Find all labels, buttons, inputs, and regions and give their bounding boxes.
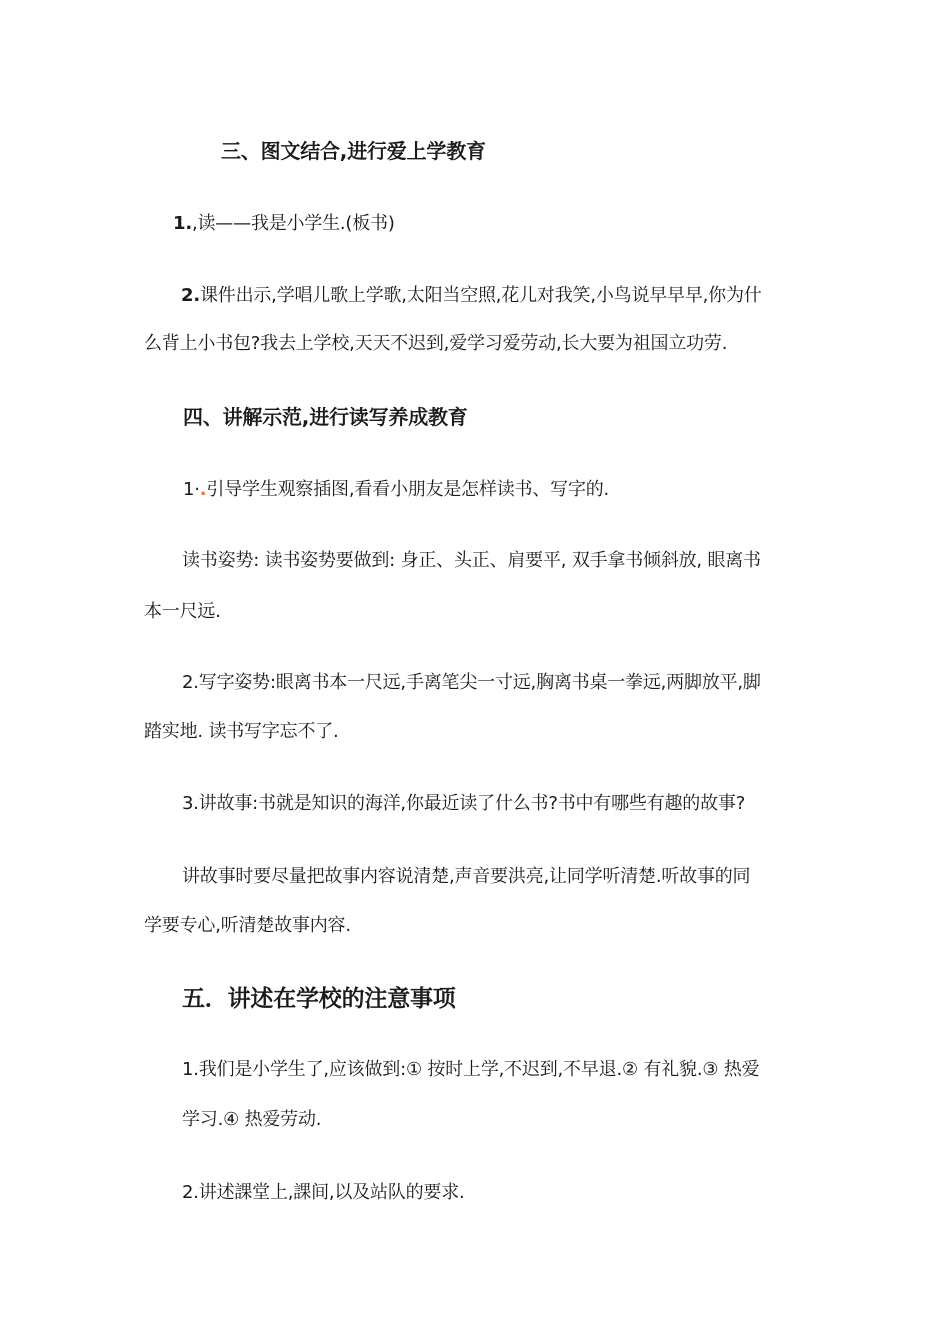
section-3-item-2-line-1 — [181, 284, 762, 308]
item-number: 2. — [181, 285, 200, 306]
item-text: 引导学生观察插图,看看小朋友是怎样读书、写字的. — [206, 479, 610, 500]
section-5-item-1-line-2: 学习.④ 热爱劳动. — [182, 1109, 322, 1130]
writing-posture-line-2: 踏实地. 读书写字忘不了. — [144, 721, 339, 742]
writing-posture-line-1: 2.写字姿势:眼离书本一尺远,手离笔尖一寸远,胸离书桌一拳远,两脚放平,脚 — [182, 672, 761, 693]
item-number: 1. — [173, 213, 192, 234]
section-3-item-2-line-2: 么背上小书包?我去上学校,天天不迟到,爱学习爱劳动,长大要为祖国立功劳. — [144, 333, 728, 354]
storytelling-line-2: 学要专心,听清楚故事内容. — [144, 915, 351, 936]
section-3-heading: 三、图文结合,进行爱上学教育 — [221, 139, 486, 163]
section-5-heading: 五．讲述在学校的注意事项 — [182, 986, 456, 1012]
section-3-item-1 — [173, 212, 395, 236]
section-5-item-2: 2.讲述課堂上,課间,以及站队的要求. — [182, 1182, 465, 1203]
item-text: ,读——我是小学生.(板书) — [191, 213, 395, 234]
item-text: 课件出示,学唱儿歌上学歌,太阳当空照,花儿对我笑,小鸟说早早早,你为什 — [199, 285, 762, 306]
reading-posture-line-1: 读书姿势: 读书姿势要做到: 身正、头正、肩要平, 双手拿书倾斜放, 眼离书 — [182, 550, 761, 571]
section-4-heading: 四、讲解示范,进行读写养成教育 — [183, 405, 468, 429]
section-4-item-3: 3.讲故事:书就是知识的海洋,你最近读了什么书?书中有哪些有趣的故事? — [182, 793, 746, 814]
edit-mark: . — [199, 479, 207, 500]
reading-posture-line-2: 本一尺远. — [144, 601, 221, 622]
section-5-item-1-line-1: 1.我们是小学生了,应该做到:① 按时上学,不迟到,不早退.② 有礼貌.③ 热爱 — [182, 1059, 760, 1080]
storytelling-line-1: 讲故事时要尽量把故事内容说清楚,声音要洪亮,让同学听清楚.听故事的同 — [182, 866, 751, 887]
section-4-item-1 — [183, 478, 609, 502]
item-number: 1· — [183, 479, 200, 500]
